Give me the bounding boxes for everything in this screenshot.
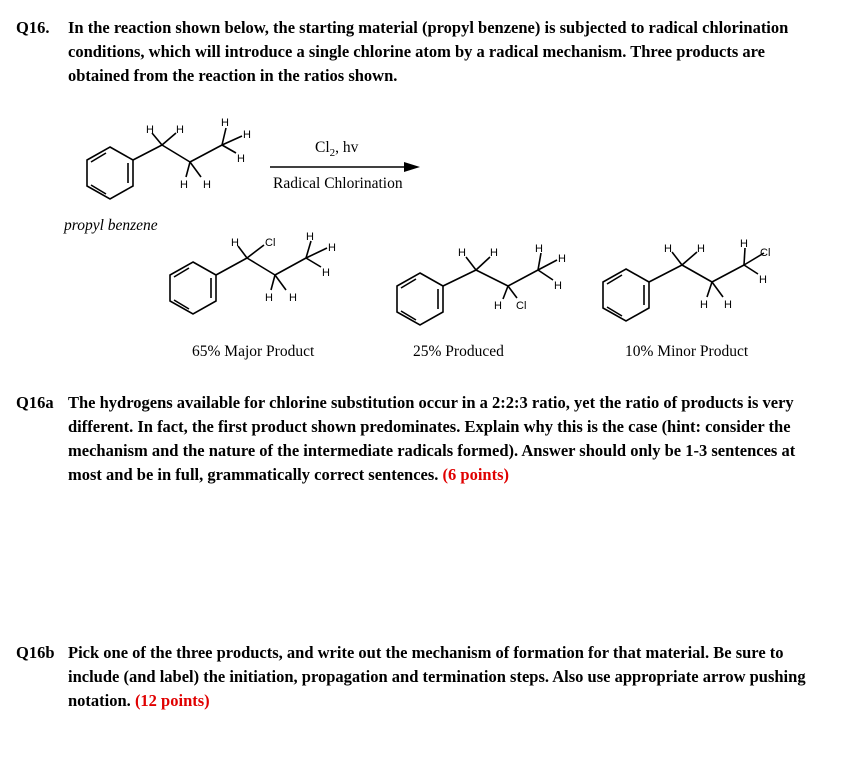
- atom-label: H: [328, 242, 336, 254]
- question-body: The hydrogens available for chlorine substitution occur in a 2:2:3 ratio, yet the ratio of products is very different. In fact, the first product shown predominates. Explain why this is the case (hint: consider the mechanism and the nature of the intermediate radicals formed). Answer should only be 1-3 sentences at most and be in full, grammatically correct sentences.: [68, 393, 796, 484]
- reagent-rest: , hv: [335, 139, 359, 156]
- atom-label: H: [759, 274, 767, 286]
- product-1-structure: [170, 241, 327, 314]
- atom-label: H: [231, 237, 239, 249]
- atom-label: Cl: [516, 300, 527, 312]
- arrow-head: [404, 162, 420, 172]
- question-number: Q16b: [16, 643, 55, 662]
- atom-label: H: [176, 124, 184, 136]
- starting-material-label: propyl benzene: [64, 217, 158, 234]
- reagent-subscript: 2: [329, 147, 336, 160]
- atom-label: H: [490, 247, 498, 259]
- atom-label: H: [203, 179, 211, 191]
- reagent-label: [315, 139, 358, 159]
- product-1-label: 65% Major Product: [192, 343, 315, 360]
- starting-material-structure: [87, 128, 242, 199]
- reaction-scheme: [0, 0, 860, 380]
- question-text: [68, 391, 828, 487]
- points-label: (12 points): [134, 691, 210, 710]
- atom-label: H: [146, 124, 154, 136]
- product-3-structure: [603, 248, 764, 321]
- atom-label: H: [322, 267, 330, 279]
- atom-label: H: [458, 247, 466, 259]
- atom-label: Cl: [265, 237, 276, 249]
- question-number: Q16.: [16, 18, 50, 37]
- atom-label: H: [494, 300, 502, 312]
- question-body: Pick one of the three products, and write out the mechanism of formation for that material. Be sure to include (and label) the initiation, propagation and termination steps. Also use appropriate arrow pushing notation.: [68, 643, 806, 710]
- product-3-label: 10% Minor Product: [625, 343, 749, 360]
- atom-label: H: [700, 299, 708, 311]
- atom-label: H: [554, 280, 562, 292]
- atom-label: H: [697, 243, 705, 255]
- atom-label: H: [289, 292, 297, 304]
- atom-label: H: [740, 238, 748, 250]
- atom-label: H: [306, 231, 314, 243]
- question-number: Q16a: [16, 393, 54, 412]
- condition-label: Radical Chlorination: [273, 175, 403, 192]
- atom-label: H: [243, 129, 251, 141]
- atom-label: H: [265, 292, 273, 304]
- atom-label: Cl: [760, 247, 771, 259]
- product-2-label: 25% Produced: [413, 343, 504, 360]
- atom-label: H: [180, 179, 188, 191]
- points-label: (6 points): [442, 465, 510, 484]
- atom-label: H: [237, 153, 245, 165]
- atom-label: H: [724, 299, 732, 311]
- reagent-main: Cl: [315, 139, 330, 156]
- atom-label: H: [664, 243, 672, 255]
- question-text: [68, 641, 833, 713]
- product-2-structure: [397, 253, 557, 325]
- question-text: In the reaction shown below, the starting material (propyl benzene) is subjected to radical chlorination conditions, which will introduce a single chlorine atom by a radical mechanism. Three products are obtained from the reaction in the ratios shown.: [68, 18, 789, 85]
- atom-label: H: [558, 253, 566, 265]
- atom-label: H: [535, 243, 543, 255]
- atom-label: H: [221, 117, 229, 129]
